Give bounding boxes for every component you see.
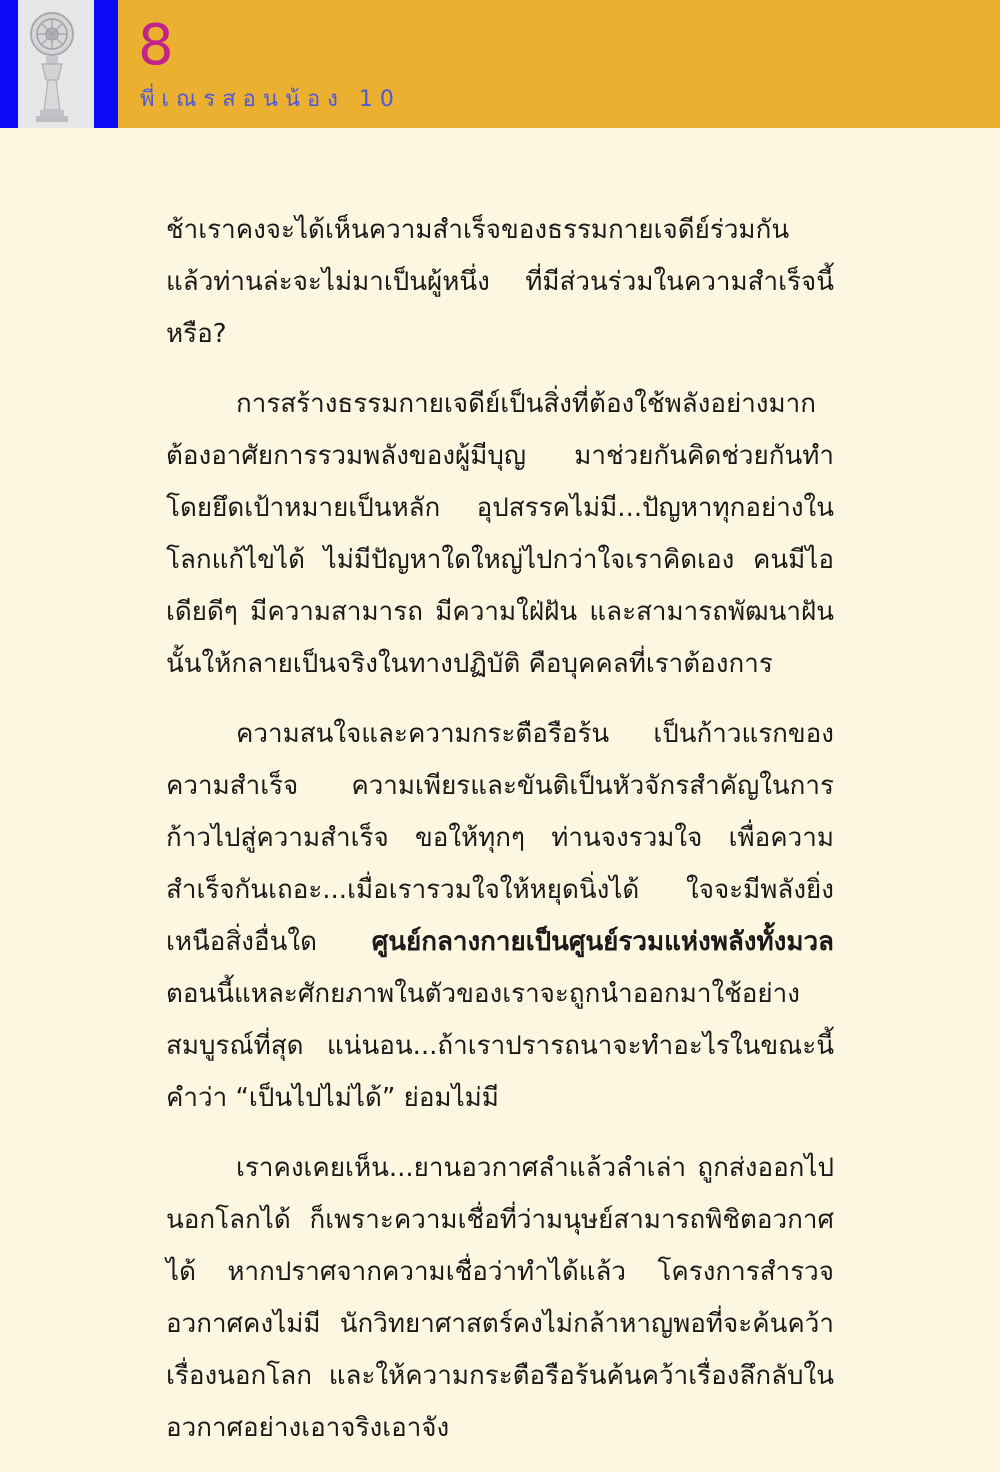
paragraph-1: ช้าเราคงจะได้เห็นความสำเร็จของธรรมกายเจดีย์ร่วมกัน แล้วท่านล่ะจะไม่มาเป็นผู้หนึ่ง ที่มีส่วนร่วมในความสำเร็จนี้หรือ? xyxy=(166,215,834,349)
page-header xyxy=(0,0,1000,128)
paragraph-3-bold-phrase: ศูนย์กลางกายเป็นศูนย์รวมแห่งพลังทั้งมวล xyxy=(371,927,834,957)
paragraph-3 xyxy=(166,708,834,1124)
paragraph-3-text-a: ความสนใจและความกระตือรือร้น เป็นก้าวแรกของความสำเร็จ ความเพียรและขันติเป็นหัวจักรสำคัญในการก้าวไปสู่ความสำเร็จ ขอให้ทุกๆ ท่านจงรวมใจ เพื่อความสำเร็จกันเถอะ...เมื่อเรารวมใจให้หยุดนิ่งได้ ใจจะมีพลังยิ่งเหนือสิ่งอื่นใด xyxy=(166,719,834,957)
paragraph-4: เราคงเคยเห็น...ยานอวกาศลำแล้วลำเล่า ถูกส่งออกไปนอกโลกได้ ก็เพราะความเชื่อที่ว่ามนุษย์สามารถพิชิตอวกาศได้ หากปราศจากความเชื่อว่าทำได้แล้ว โครงการสำรวจอวกาศคงไม่มี นักวิทยาศาสตร์คงไม่กล้าหาญพอที่จะค้นคว้าเรื่องนอกโลก และให้ความกระตือรือร้นค้นคว้าเรื่องลึกลับในอวกาศอย่างเอาจริงเอาจัง xyxy=(166,1153,834,1443)
running-title: พี่เณรสอนน้อง 10 xyxy=(140,87,401,112)
body-text xyxy=(166,204,834,1472)
dharmachakra-emblem-icon xyxy=(18,0,94,128)
paragraph-2: การสร้างธรรมกายเจดีย์เป็นสิ่งที่ต้องใช้พลังอย่างมาก ต้องอาศัยการรวมพลังของผู้มีบุญ มาช่วยกันคิดช่วยกันทำ โดยยึดเป้าหมายเป็นหลัก อุปสรรคไม่มี...ปัญหาทุกอย่างในโลกแก้ไขได้ ไม่มีปัญหาใดใหญ่ไปกว่าใจเราคิดเอง คนมีไอเดียดีๆ มีความสามารถ มีความใฝ่ฝัน และสามารถพัฒนาฝันนั้นให้กลายเป็นจริงในทางปฏิบัติ คือบุคคลที่เราต้องการ xyxy=(166,389,834,679)
page-number: 8 xyxy=(138,13,174,78)
blue-strip-right xyxy=(94,0,118,128)
paragraph-3-text-b: ตอนนี้แหละศักยภาพในตัวของเราจะถูกนำออกมาใช้อย่างสมบูรณ์ที่สุด แน่นอน...ถ้าเราปรารถนาจะทำอะไรในขณะนี้ คำว่า “เป็นไปไม่ได้” ย่อมไม่มี xyxy=(166,979,834,1113)
blue-strip-left xyxy=(0,0,18,128)
